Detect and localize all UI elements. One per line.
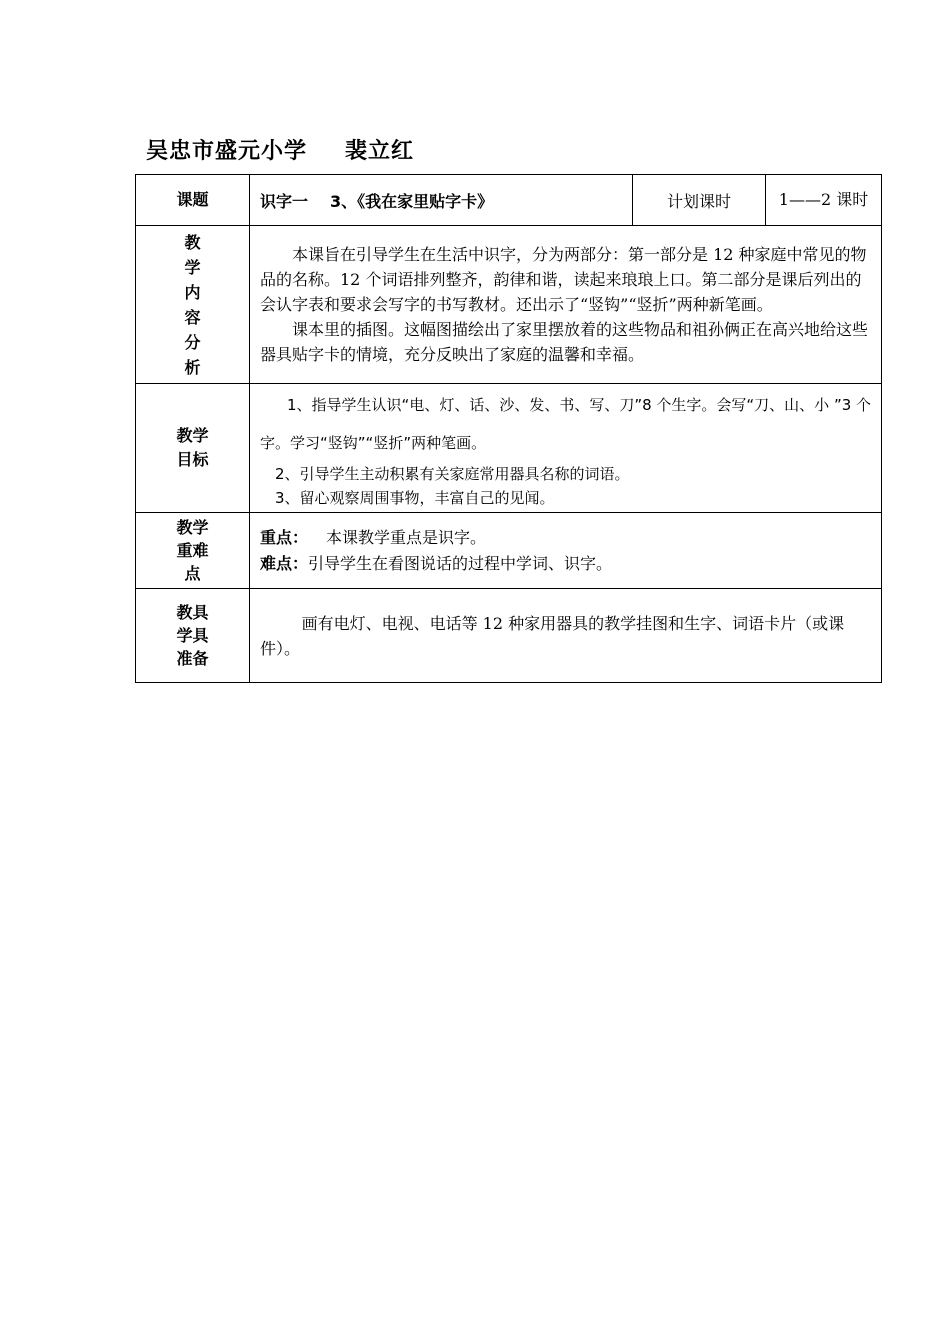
row-materials (136, 589, 882, 683)
planned-hours-value: 1——2 课时 (766, 175, 882, 226)
label-content-analysis-text: 教学内容分析 (184, 232, 201, 377)
lesson-title (250, 175, 633, 226)
row-key-points (136, 513, 882, 589)
label-teaching-goals-text: 教学目标 (176, 426, 209, 469)
key-points-text (250, 513, 882, 589)
difficulty-label: 难点： (260, 553, 309, 573)
label-materials (136, 589, 250, 683)
label-materials-text: 教具学具准备 (176, 603, 209, 668)
goal-item-1: 1、指导学生认识“电、灯、话、沙、发、书、写、刀”8 个生字。会写“刀、山、小 ”3 个字。学习“竖钩”“竖折”两种笔画。 (260, 396, 872, 452)
content-analysis-paragraph-1: 本课旨在引导学生在生活中识字，分为两部分：第一部分是 12 种家庭中常见的物品的名称。12 个词语排列整齐，韵律和谐，读起来琅琅上口。第二部分是课后列出的会认字表和要求会写字的书写教材。还出示了“竖钩”“竖折”两种新笔画。 (260, 245, 867, 314)
label-key-points (136, 513, 250, 589)
difficulty-line (260, 551, 873, 577)
goal-item-3: 3、留心观察周围事物，丰富自己的见闻。 (275, 489, 555, 507)
school-name: 吴忠市盛元小学 (146, 139, 308, 164)
focus-line (260, 525, 873, 551)
materials-paragraph: 画有电灯、电视、电话等 12 种家用器具的教学挂图和生字、词语卡片（或课件）。 (260, 613, 845, 658)
difficulty-text: 引导学生在看图说话的过程中学词、识字。 (308, 553, 613, 573)
row-teaching-goals (136, 384, 882, 513)
label-teaching-goals (136, 384, 250, 513)
lesson-unit: 识字一 (260, 191, 309, 211)
label-planned-hours: 计划课时 (633, 175, 766, 226)
teacher-name: 裴立红 (345, 139, 415, 164)
teaching-goals-list (250, 384, 882, 513)
row-lesson-title (136, 175, 882, 226)
row-content-analysis (136, 226, 882, 384)
document-header (146, 134, 414, 165)
lesson-plan-table (135, 174, 882, 683)
label-lesson-title: 课题 (136, 175, 250, 226)
content-analysis-paragraph-2: 课本里的插图。这幅图描绘出了家里摆放着的这些物品和祖孙俩正在高兴地给这些器具贴字卡的情境，充分反映出了家庭的温馨和幸福。 (260, 320, 869, 364)
materials-text (250, 589, 882, 683)
lesson-name: 3、《我在家里贴字卡》 (330, 191, 494, 211)
goal-item-2: 2、引导学生主动积累有关家庭常用器具名称的词语。 (275, 465, 630, 483)
focus-label: 重点： (260, 527, 309, 547)
content-analysis-text (250, 226, 882, 384)
label-key-points-text: 教学重难点 (176, 518, 209, 583)
label-content-analysis (136, 226, 250, 384)
focus-text: 本课教学重点是识字。 (326, 527, 487, 547)
